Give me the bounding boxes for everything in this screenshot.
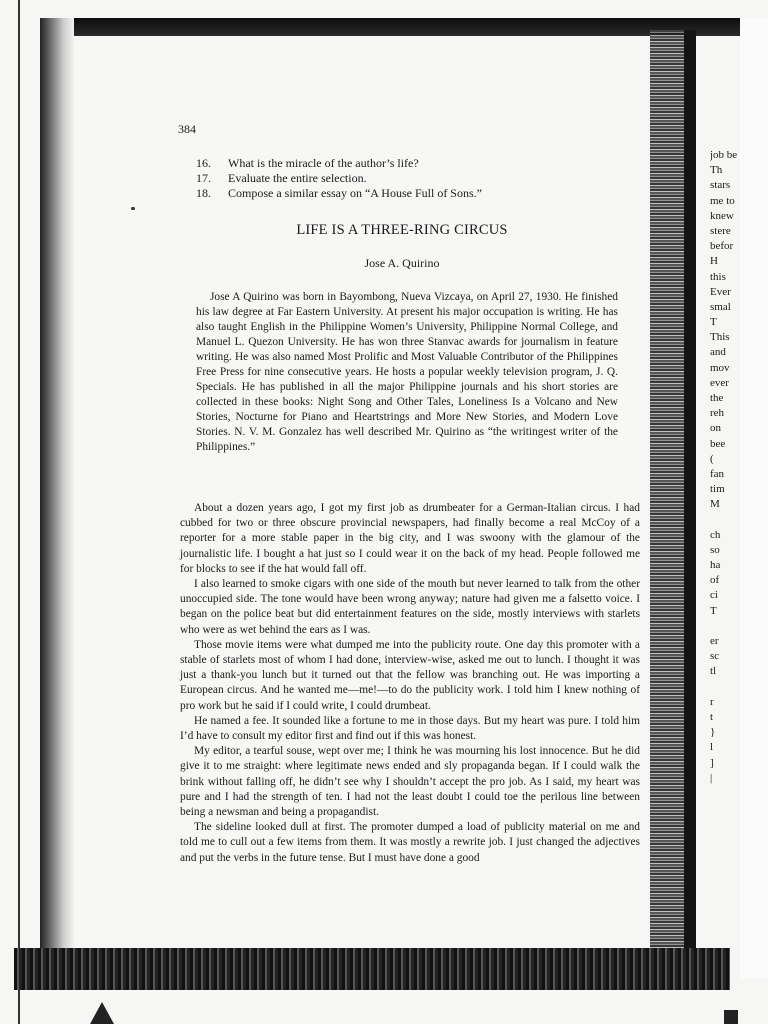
scan-edge-bottom <box>14 948 730 990</box>
facing-page-fragment: tl <box>710 665 717 678</box>
facing-page-fragment: ( <box>710 452 714 465</box>
ink-speck <box>131 207 135 210</box>
book-gutter <box>650 30 688 965</box>
facing-page-fragment: Th <box>710 164 723 177</box>
question-text: Compose a similar essay on “A House Full of Sons.” <box>228 186 482 200</box>
facing-page-text <box>710 148 740 786</box>
facing-page-fragment: } <box>710 726 716 739</box>
essay-paragraph: He named a fee. It sounded like a fortune to me in those days. But my heart was pure. I told him I’d have to consult my editor first and find out if this was honest. <box>180 714 640 743</box>
facing-page-fragment: ever <box>710 376 729 389</box>
essay-body <box>180 501 640 866</box>
facing-page-fragment: on <box>710 422 721 435</box>
scan-edge-left <box>40 18 74 978</box>
facing-page-fragment: knew <box>710 209 734 222</box>
question-item <box>196 186 482 201</box>
facing-page-fragment: smal <box>710 300 731 313</box>
facing-page-fragment: befor <box>710 240 734 253</box>
facing-page-fragment: t <box>710 710 714 723</box>
facing-page-fragment: | <box>710 771 713 784</box>
question-number: 16. <box>196 156 211 170</box>
question-item <box>196 171 482 186</box>
facing-page-fragment: fan <box>710 467 725 480</box>
page-number: 384 <box>178 122 196 136</box>
facing-page-fragment: stere <box>710 224 731 237</box>
facing-page-fragment <box>710 619 740 634</box>
facing-page-fragment: job be <box>710 149 738 161</box>
question-text: Evaluate the entire selection. <box>228 171 367 185</box>
facing-page-fragment: r <box>710 695 714 708</box>
facing-page-fragment: Ever <box>710 285 731 298</box>
facing-page-fragment: mov <box>710 361 730 374</box>
facing-page-fragment: ] <box>710 756 714 769</box>
facing-page-fragment: me to <box>710 194 735 207</box>
facing-page-fragment: and <box>710 346 726 359</box>
facing-page-fragment: reh <box>710 407 725 420</box>
question-number: 18. <box>196 186 211 200</box>
facing-page-fragment: This <box>710 331 730 344</box>
book-gutter-shadow <box>684 30 696 965</box>
facing-page-fragment: of <box>710 574 720 587</box>
facing-page-fragment: bee <box>710 437 726 450</box>
facing-page-fragment: ch <box>710 528 721 541</box>
question-text: What is the miracle of the author’s life? <box>228 156 419 170</box>
essay-paragraph: The sideline looked dull at first. The promoter dumped a load of publicity material on me and told me to cull out a few items from them. It was mostly a rewrite job. I just changed the adjectives and put the verbs in the future tense. But I must have done a good <box>180 821 640 864</box>
facing-page-area <box>740 18 768 978</box>
question-item <box>196 156 482 171</box>
facing-page-fragment: sc <box>710 650 720 663</box>
scan-edge-top <box>40 18 740 36</box>
question-list <box>196 156 482 201</box>
essay-paragraph: I also learned to smoke cigars with one side of the mouth but never learned to talk from the other unoccupied side. The tone would have been wrong anyway; nature had given me a falsetto voice. I began on the police beat but did entertainment features on the side, mostly interviews with starlets who were as wet behind the ears as I was. <box>180 578 640 636</box>
facing-page-fragment: stars <box>710 179 731 192</box>
facing-page-fragment: er <box>710 635 719 647</box>
facing-page-fragment: ci <box>710 589 718 602</box>
facing-page-fragment: l <box>710 741 714 754</box>
facing-page-fragment: so <box>710 543 720 556</box>
essay-paragraph: About a dozen years ago, I got my first job as drumbeater for a German-Italian circus. I had cubbed for two or three obscure provincial newspapers, had finally become a real McCoy of a reporter for a more stable paper in the big city, and I was swoony with the glamour of the journalistic life. I bought a hat just so I could wear it on the back of my head. People followed me for blocks to see if the hat would fall off. <box>180 502 640 575</box>
author-biography: Jose A Quirino was born in Bayombong, Nueva Vizcaya, on April 27, 1930. He finished his law degree at Far Eastern University. At present his major occupation is writing. He has also taught English in the Philippine Women’s University, Philippine Normal College, and Manuel L. Quezon University. He has won three Stanvac awards for journalism in feature writing. He was also named Most Prolific and Most Valuable Contributor of the Philippines Free Press for nine consecutive years. He hosts a popular weekly television program, J. Q. Specials. He has published in all the major Philippine journals and his short stories are collected in these books: Night Song and Other Tales, Loneliness Is a Volcano and New Stories, Nocturne for Piano and Heartstrings and More New Stories, and Modern Love Stories. N. V. M. Gonzalez has well described Mr. Quirino as “the writingest writer of the Philippines.” <box>196 291 618 453</box>
facing-page-fragment: this <box>710 270 726 283</box>
facing-page-fragment: M <box>710 498 720 511</box>
facing-page-fragment: T <box>710 604 717 617</box>
facing-page-fragment: T <box>710 316 717 329</box>
scan-corner-mark <box>90 1002 114 1024</box>
facing-page-fragment <box>710 680 740 695</box>
facing-page-fragment: ha <box>710 559 721 572</box>
facing-page-fragment <box>710 513 740 528</box>
facing-page-fragment: tim <box>710 483 725 496</box>
question-number: 17. <box>196 171 211 185</box>
facing-page-fragment: the <box>710 392 724 404</box>
scan-corner-mark <box>724 1010 738 1024</box>
essay-paragraph: My editor, a tearful souse, wept over me; I think he was mourning his lost innocence. But he did give it to me straight: where legitimate news ended and sly propaganda began. If I could walk the brink without falling off, he didn’t see why I shouldn’t accept the pro job. As I said, my heart was pure and I had the strength of ten. I had not the least doubt I could toe the perilous line between being a newsman and being a propagandist. <box>180 745 640 819</box>
essay-title: LIFE IS A THREE-RING CIRCUS <box>296 222 508 238</box>
scan-binding-line <box>18 0 20 1024</box>
essay-author: Jose A. Quirino <box>364 256 440 270</box>
essay-paragraph: Those movie items were what dumped me into the publicity route. One day this promoter with a stable of starlets most of whom I had done, interview-wise, asked me out to lunch. I thought it was just a thank-you lunch but it turned out that the fellow was branching out. He was importing a European circus. And he wanted me—me!—to do the publicity work. I told him I knew nothing of pro work but he said if I could write, I could drumbeat. <box>180 638 640 712</box>
facing-page-fragment: H <box>710 255 718 268</box>
